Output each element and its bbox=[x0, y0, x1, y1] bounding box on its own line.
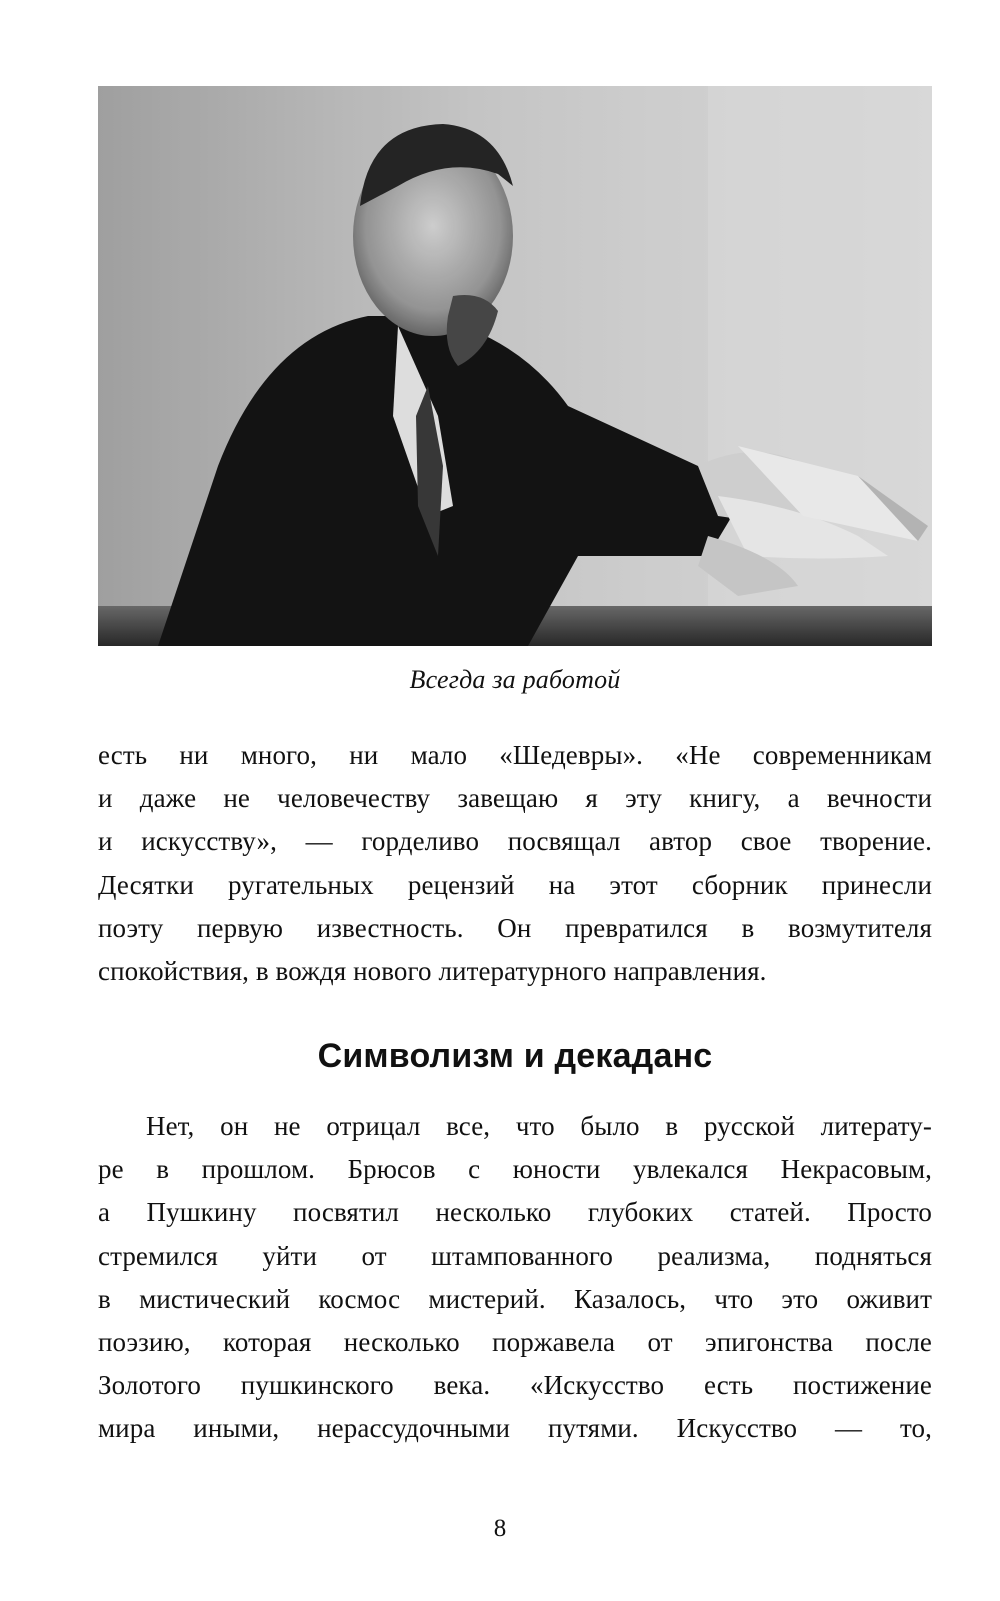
section-heading: Символизм и декаданс bbox=[317, 1037, 713, 1075]
paragraph-line: мира иными, нерассудочными путями. Искусство — то, bbox=[98, 1413, 932, 1444]
paragraph-line: поэту первую известность. Он превратился в возмутителя bbox=[98, 912, 932, 943]
paragraph-line: ре в прошлом. Брюсов с юности увлекался Некрасовым, bbox=[98, 1154, 932, 1185]
page-number: 8 bbox=[493, 1515, 507, 1542]
paragraph-line: Десятки ругательных рецензий на этот сборник принесли bbox=[98, 869, 932, 900]
photo-caption: Всегда за работой bbox=[409, 665, 621, 694]
paragraph-line: Золотого пушкинского века. «Искусство есть постижение bbox=[98, 1370, 932, 1401]
paragraph-1 bbox=[98, 734, 932, 993]
paragraph-line: есть ни много, ни мало «Шедевры». «Не современникам bbox=[98, 740, 932, 770]
paragraph-line: спокойствия, в вождя нового литературного направления. bbox=[98, 955, 767, 986]
portrait-photo bbox=[98, 86, 932, 646]
paragraph-line: стремился уйти от штампованного реализма, подняться bbox=[98, 1240, 932, 1271]
paragraph-line: Нет, он не отрицал все, что было в русской литерату- bbox=[146, 1111, 932, 1141]
paragraph-line: и даже не человечеству завещаю я эту книгу, а вечности bbox=[98, 783, 932, 814]
paragraph-line: и искусству», — горделиво посвящал автор свое творение. bbox=[98, 826, 932, 857]
man-reading-photo bbox=[98, 86, 932, 646]
paragraph-line: а Пушкину посвятил несколько глубоких статей. Просто bbox=[98, 1197, 932, 1228]
paragraph-line: поэзию, которая несколько поржавела от эпигонства после bbox=[98, 1326, 932, 1357]
paragraph-2 bbox=[98, 1105, 932, 1451]
paragraph-line: в мистический космос мистерий. Казалось, что это оживит bbox=[98, 1283, 932, 1314]
